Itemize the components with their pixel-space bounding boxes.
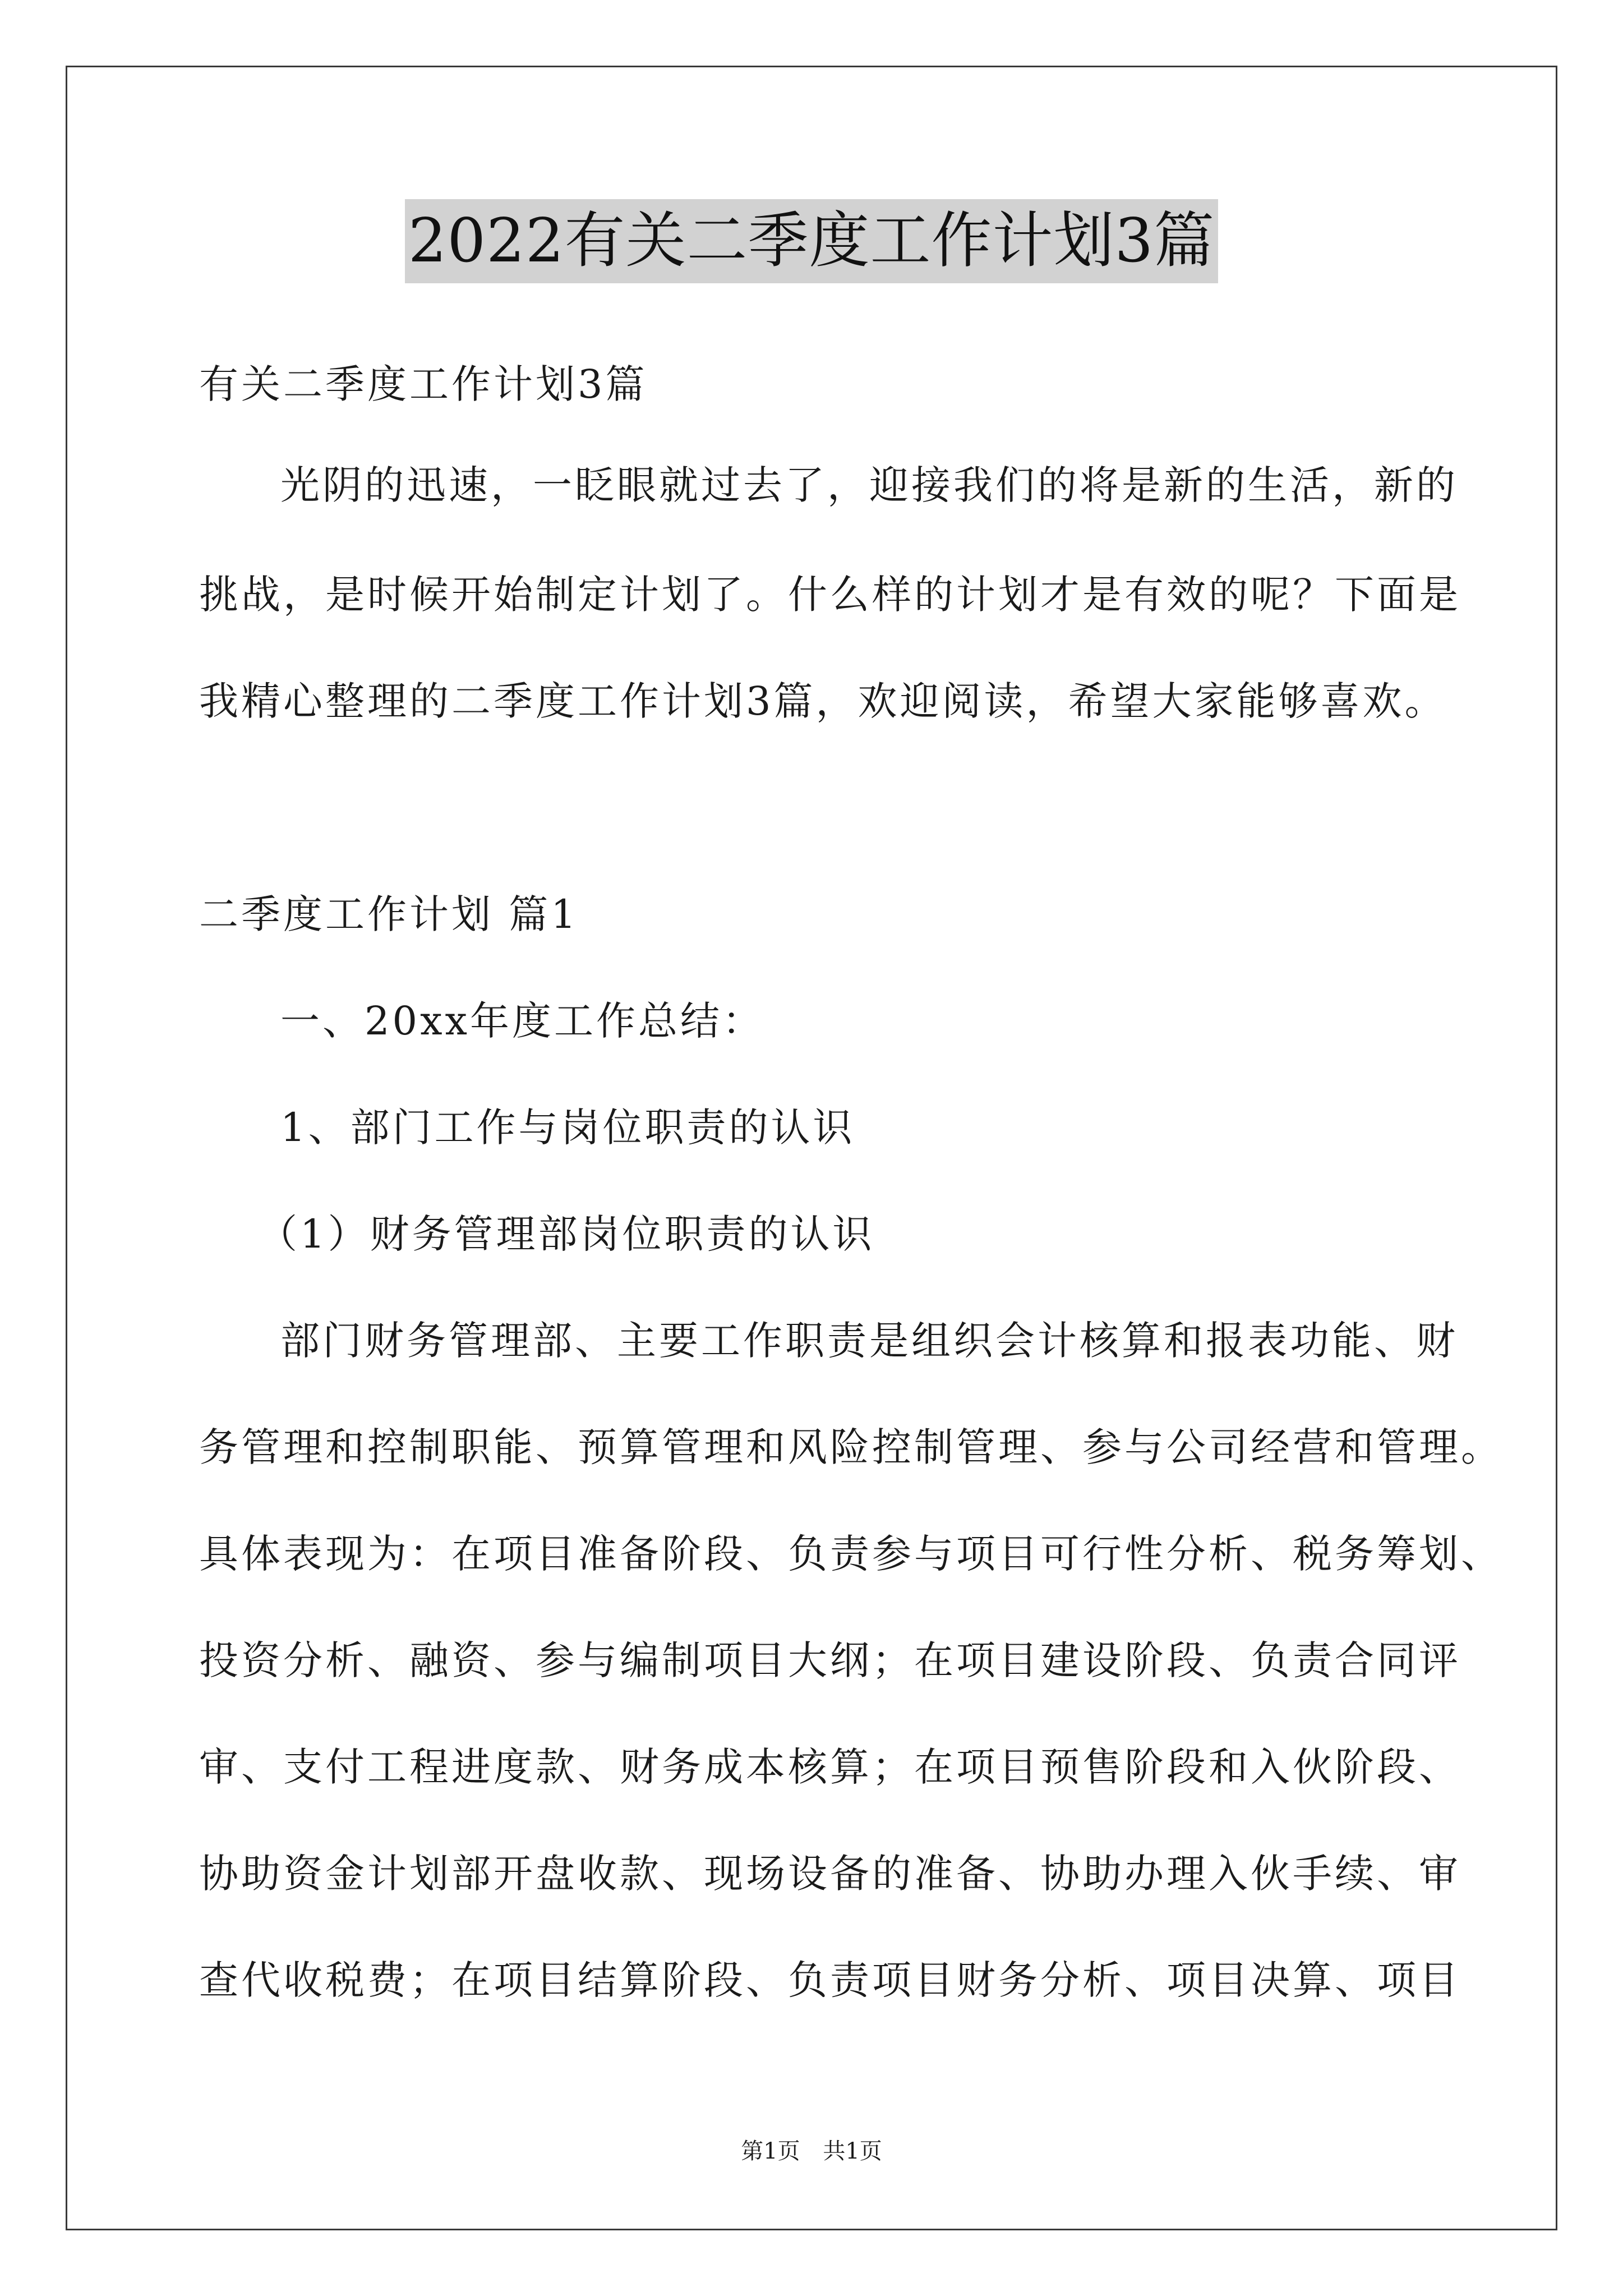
page-footer	[0, 2137, 1623, 2165]
page-total: 共1页	[823, 2138, 882, 2164]
subtitle-line: 有关二季度工作计划3篇	[199, 361, 648, 407]
paragraph-line: 一、20xx年度工作总结：	[280, 998, 765, 1044]
paragraph-line: 部门财务管理部、主要工作职责是组织会计核算和报表功能、财	[280, 1318, 1458, 1364]
paragraph-line: 光阴的迅速，一眨眼就过去了，迎接我们的将是新的生活，新的	[280, 462, 1458, 508]
paragraph-line: 具体表现为：在项目准备阶段、负责参与项目可行性分析、税务筹划、	[199, 1531, 1503, 1577]
document-title: 2022有关二季度工作计划3篇	[405, 199, 1219, 283]
paragraph-line: 1、部门工作与岗位职责的认识	[280, 1105, 855, 1151]
paragraph-line: （1）财务管理部岗位职责的认识	[258, 1211, 875, 1257]
paragraph-line: 审、支付工程进度款、财务成本核算；在项目预售阶段和入伙阶段、	[199, 1744, 1461, 1790]
section-heading: 二季度工作计划 篇1	[199, 891, 579, 937]
title-container	[0, 199, 1623, 283]
paragraph-line: 协助资金计划部开盘收款、现场设备的准备、协助办理入伙手续、审	[199, 1851, 1461, 1897]
paragraph-line: 务管理和控制职能、预算管理和风险控制管理、参与公司经营和管理。	[199, 1424, 1503, 1470]
paragraph-line: 查代收税费；在项目结算阶段、负责项目财务分析、项目决算、项目	[199, 1957, 1461, 2003]
page-number: 第1页	[741, 2138, 800, 2164]
paragraph-line: 投资分析、融资、参与编制项目大纲；在项目建设阶段、负责合同评	[199, 1637, 1461, 1683]
paragraph-line: 我精心整理的二季度工作计划3篇，欢迎阅读，希望大家能够喜欢。	[199, 678, 1447, 724]
paragraph-line: 挑战，是时候开始制定计划了。什么样的计划才是有效的呢？下面是	[199, 572, 1461, 618]
